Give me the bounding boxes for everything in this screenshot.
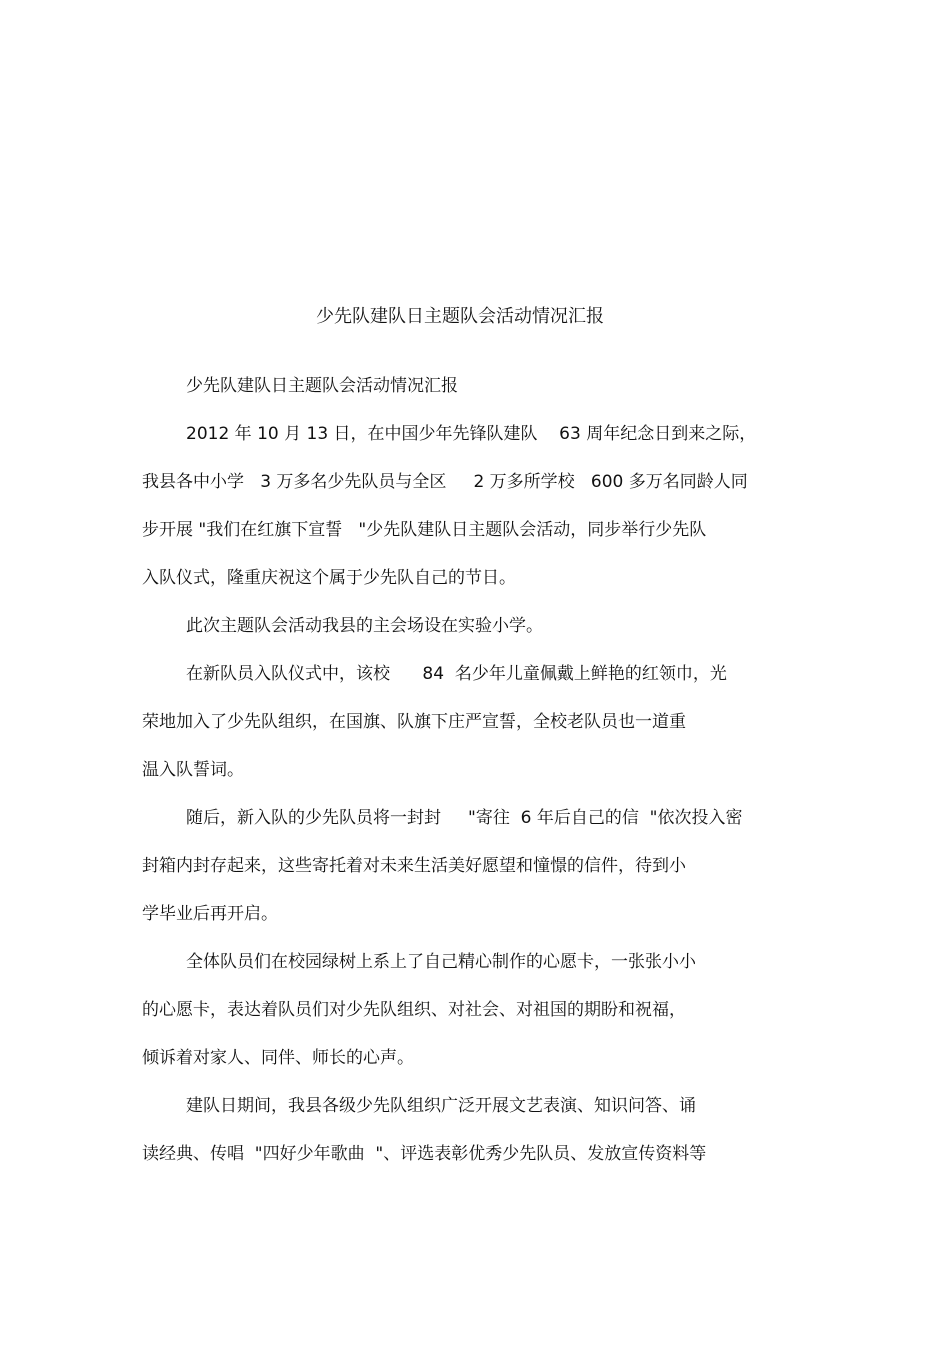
text-line: 2012 年 10 月 13 日，在中国少年先锋队建队 63 周年纪念日到来之际， xyxy=(186,424,757,444)
text-line: 在新队员入队仪式中，该校 84 名少年儿童佩戴上鲜艳的红领巾，光 xyxy=(186,664,727,684)
text-line: 此次主题队会活动我县的主会场设在实验小学。 xyxy=(186,616,543,636)
text-line: 荣地加入了少先队组织，在国旗、队旗下庄严宣誓，全校老队员也一道重 xyxy=(142,712,686,732)
paragraph-7 xyxy=(142,1082,842,1178)
text-line: 全体队员们在校园绿树上系上了自己精心制作的心愿卡，一张张小小 xyxy=(186,952,696,972)
text-line: 倾诉着对家人、同伴、师长的心声。 xyxy=(142,1048,414,1068)
text-line: 建队日期间，我县各级少先队组织广泛开展文艺表演、知识问答、诵 xyxy=(186,1096,696,1116)
text-line: 读经典、传唱 "四好少年歌曲 "、评选表彰优秀少先队员、发放宣传资料等 xyxy=(142,1144,707,1164)
text-line: 学毕业后再开启。 xyxy=(142,904,278,924)
paragraph-2 xyxy=(142,410,842,602)
text-line: 的心愿卡，表达着队员们对少先队组织、对社会、对祖国的期盼和祝福， xyxy=(142,1000,686,1020)
text-line: 少先队建队日主题队会活动情况汇报 xyxy=(186,376,458,396)
text-line: 封箱内封存起来，这些寄托着对未来生活美好愿望和憧憬的信件，待到小 xyxy=(142,856,686,876)
text-line: 我县各中小学 3 万多名少先队员与全区 2 万多所学校 600 多万名同龄人同 xyxy=(142,472,748,492)
paragraph-6 xyxy=(142,938,842,1082)
document-body xyxy=(142,362,842,1178)
text-line: 随后，新入队的少先队员将一封封 "寄往 6 年后自己的信 "依次投入密 xyxy=(186,808,743,828)
paragraph-3 xyxy=(142,602,842,650)
text-line: 温入队誓词。 xyxy=(142,760,244,780)
paragraph-4 xyxy=(142,650,842,794)
paragraph-1 xyxy=(142,362,842,410)
paragraph-5 xyxy=(142,794,842,938)
page-title: 少先队建队日主题队会活动情况汇报 xyxy=(316,306,604,327)
text-line: 入队仪式，隆重庆祝这个属于少先队自己的节日。 xyxy=(142,568,516,588)
text-line: 步开展 "我们在红旗下宣誓 "少先队建队日主题队会活动，同步举行少先队 xyxy=(142,520,707,540)
